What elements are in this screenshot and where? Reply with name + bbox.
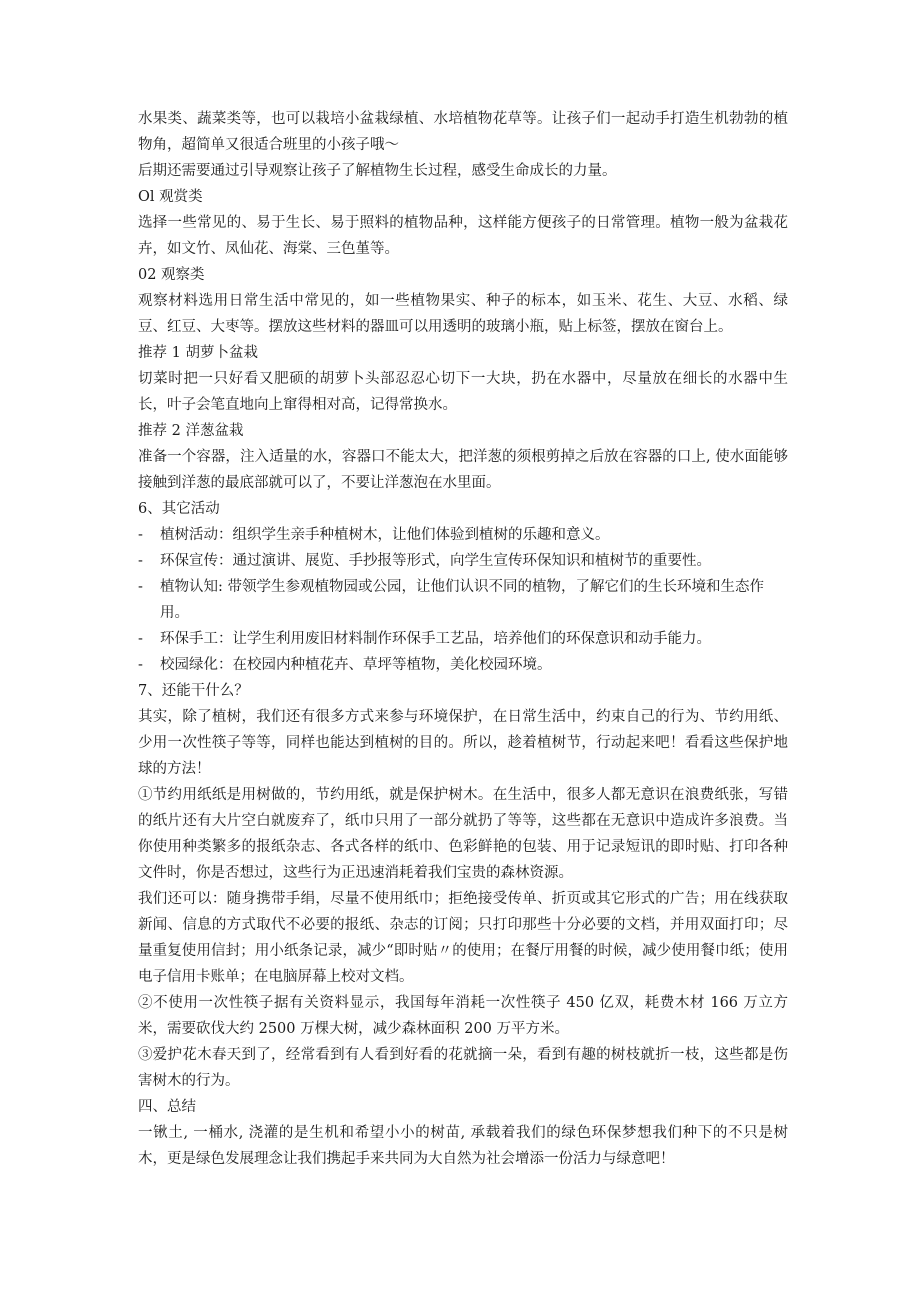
- save-paper-paragraph: ①节约用纸纸是用树做的，节约用纸，就是保护树木。在生活中，很多人都无意识在浪费纸张，写错的纸片还有大片空白就废弃了，纸巾只用了一部分就扔了等等，这些都在无意识中造成许多浪费。当你使用种类繁多的报纸杂志、各式各样的纸巾、色彩鲜艳的包装、用于记录短讯的即时贴、打印各种文件时，你是否想过，这些行为正迅速消耗着我们宝贵的森林资源。: [138, 787, 788, 881]
- what-else-paragraph: 其实，除了植树，我们还有很多方式来参与环境保护，在日常生活中，约束自己的行为、节约用纸、少用一次性筷子等等，同样也能达到植树的目的。所以，趁着植树节，行动起来吧！看看这些保护地球的方法！: [138, 709, 788, 777]
- list-item-text: 植树活动：组织学生亲手种植树木，让他们体验到植树的乐趣和意义。: [160, 527, 610, 543]
- heading-observe: 02 观察类: [138, 267, 205, 283]
- summary-paragraph: 一锹土, 一桶水, 浇灌的是生机和希望小小的树苗, 承载着我们的绿色环保梦想我们种下的不只是树木，更是绿色发展理念让我们携起手来共同为大自然为社会增添一份活力与绿意吧！: [138, 1125, 788, 1167]
- list-item: [138, 548, 788, 574]
- chopsticks-paragraph: ②不使用一次性筷子据有关资料显示，我国每年消耗一次性筷子 450 亿双，耗费木材 166 万立方米，需要砍伐大约 2500 万棵大树，减少森林面积 200 万平方米。: [138, 995, 788, 1037]
- list-item-text: 环保手工：让学生利用废旧材料制作环保手工艺品，培养他们的环保意识和动手能力。: [160, 631, 711, 647]
- list-item: [138, 574, 788, 626]
- onion-paragraph: 准备一个容器，注入适量的水，容器口不能太大，把洋葱的须根剪掉之后放在容器的口上, 使水面能够接触到洋葱的最底部就可以了，不要让洋葱泡在水里面。: [138, 449, 788, 491]
- document-page: [138, 106, 788, 1172]
- observe-paragraph: 观察材料选用日常生活中常见的，如一些植物果实、种子的标本，如玉米、花生、大豆、水稻、绿豆、红豆、大枣等。摆放这些材料的器皿可以用透明的玻璃小瓶，贴上标签，摆放在窗台上。: [138, 293, 788, 335]
- heading-recommend-carrot: 推荐 1 胡萝卜盆栽: [138, 345, 258, 361]
- list-item-text: 校园绿化：在校园内种植花卉、草坪等植物，美化校园环境。: [160, 657, 552, 673]
- list-dash: -: [138, 579, 143, 595]
- heading-other-activities: 6、其它活动: [138, 501, 220, 517]
- intro-paragraph: 水果类、蔬菜类等，也可以栽培小盆栽绿植、水培植物花草等。让孩子们一起动手打造生机勃勃的植物角，超简单又很适合班里的小孩子哦〜: [138, 111, 788, 153]
- list-dash: -: [138, 553, 143, 569]
- list-item-text: 植物认知: 带领学生参观植物园或公园，让他们认识不同的植物，了解它们的生长环境和生态作用。: [160, 579, 764, 621]
- activities-list: [138, 522, 788, 678]
- also-can-paragraph: 我们还可以：随身携带手绢，尽量不使用纸巾；拒绝接受传单、折页或其它形式的广告；用在线获取新闻、信息的方式取代不必要的报纸、杂志的订阅；只打印那些十分必要的文档，并用双面打印；尽量重复使用信封；用小纸条记录，减少“即时贴〃的使用；在餐厅用餐的时候，减少使用餐巾纸；使用电子信用卡账单；在电脑屏幕上校对文档。: [138, 891, 788, 985]
- intro-observe-paragraph: 后期还需要通过引导观察让孩子了解植物生长过程，感受生命成长的力量。: [138, 163, 617, 179]
- list-dash: -: [138, 631, 143, 647]
- list-item: [138, 522, 788, 548]
- list-dash: -: [138, 657, 143, 673]
- list-dash: -: [138, 527, 143, 543]
- list-item: [138, 626, 788, 652]
- carrot-paragraph: 切菜时把一只好看又肥硕的胡萝卜头部忍忍心切下一大块，扔在水器中，尽量放在细长的水器中生长，叶子会笔直地向上窜得相对高，记得常换水。: [138, 371, 788, 413]
- heading-summary: 四、总结: [138, 1099, 196, 1115]
- heading-what-else: 7、还能干什么？: [138, 683, 249, 699]
- heading-recommend-onion: 推荐 2 洋葱盆栽: [138, 423, 244, 439]
- flowers-paragraph: ③爱护花木春天到了，经常看到有人看到好看的花就摘一朵，看到有趣的树枝就折一枝，这些都是伤害树木的行为。: [138, 1047, 788, 1089]
- list-item-text: 环保宣传：通过演讲、展览、手抄报等形式，向学生宣传环保知识和植树节的重要性。: [160, 553, 711, 569]
- heading-ornamental: Ol 观赏类: [138, 189, 203, 205]
- list-item: [138, 652, 788, 678]
- ornamental-paragraph: 选择一些常见的、易于生长、易于照料的植物品种，这样能方便孩子的日常管理。植物一般为盆栽花卉，如文竹、凤仙花、海棠、三色堇等。: [138, 215, 788, 257]
